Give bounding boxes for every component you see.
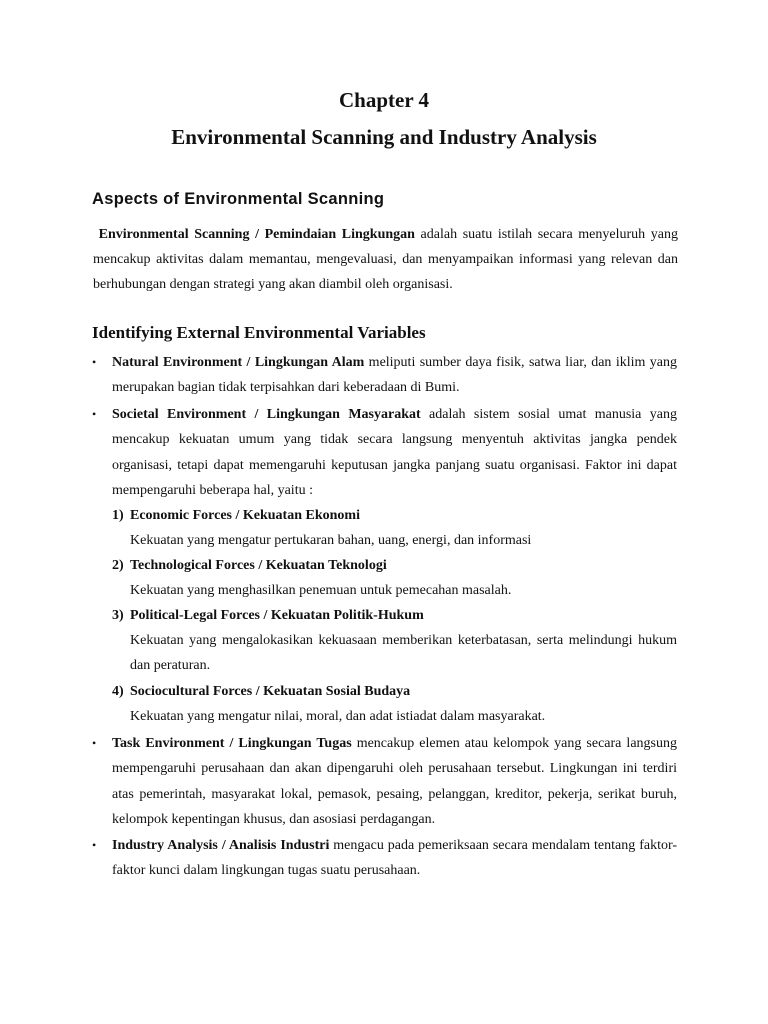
bullet-industry-analysis <box>112 833 677 884</box>
force-desc-technological: Kekuatan yang menghasilkan penemuan untuk pemecahan masalah. <box>130 583 512 598</box>
intro-paragraph <box>93 222 678 297</box>
intro-text: adalah suatu istilah secara menyeluruh yang mencakup aktivitas dalam memantau, mengevaluasi, dan menyampaikan informasi yang relevan dan berhubungan dengan strategi yang akan diambil oleh organisasi. <box>93 227 678 292</box>
bullet-term: Task Environment / Lingkungan Tugas <box>112 736 352 751</box>
force-number: 4) <box>112 684 124 699</box>
force-title-technological: Technological Forces / Kekuatan Teknologi <box>130 558 387 573</box>
bullet-marker: • <box>92 355 97 369</box>
bullet-term: Societal Environment / Lingkungan Masyarakat <box>112 407 421 422</box>
bullet-term: Industry Analysis / Analisis Industri <box>112 838 330 853</box>
subsection-heading: Identifying External Environmental Variables <box>92 323 426 342</box>
section-heading: Aspects of Environmental Scanning <box>92 190 385 208</box>
bullet-task-environment <box>112 731 677 832</box>
chapter-number: Chapter 4 <box>338 88 430 112</box>
force-title-sociocultural: Sociocultural Forces / Kekuatan Sosial Budaya <box>130 684 411 699</box>
force-number: 3) <box>112 608 124 623</box>
bullet-societal-environment <box>112 402 677 503</box>
bullet-text: mencakup elemen atau kelompok yang secara langsung mempengaruhi perusahaan dan akan dipengaruhi oleh perusahaan tersebut. Lingkungan ini terdiri atas pemerintah, masyarakat lokal, pemasok, pesaing, pelanggan, kreditor, pekerja, serikat buruh, kelompok kepentingan khusus, dan asosiasi perdagangan. <box>112 736 677 827</box>
bullet-marker: • <box>92 838 97 852</box>
force-desc-political-legal: Kekuatan yang mengalokasikan kekuasaan memberikan keterbatasan, serta melindungi hukum dan peraturan. <box>130 633 677 673</box>
bullet-marker: • <box>92 736 97 750</box>
force-number: 2) <box>112 558 124 573</box>
bullet-text: mengacu pada pemeriksaan secara mendalam tentang faktor-faktor kunci dalam lingkungan tugas suatu perusahaan. <box>112 838 678 879</box>
force-number: 1) <box>112 508 124 523</box>
bullet-marker: • <box>92 407 97 421</box>
bullet-text: meliputi sumber daya fisik, satwa liar, dan iklim yang merupakan bagian tidak terpisahkan dari keberadaan di Bumi. <box>112 355 678 396</box>
bullet-natural-environment <box>112 350 677 401</box>
bullet-term: Natural Environment / Lingkungan Alam <box>112 355 365 370</box>
intro-term: Environmental Scanning / Pemindaian Lingkungan <box>98 227 415 242</box>
force-desc-economic: Kekuatan yang mengatur pertukaran bahan, uang, energi, dan informasi <box>130 533 532 548</box>
bullet-text: adalah sistem sosial umat manusia yang mencakup kekuatan umum yang tidak secara langsung menyentuh aktivitas jangka pendek organisasi, tetapi dapat memengaruhi keputusan jangka panjang suatu organisasi. Faktor ini dapat mempengaruhi beberapa hal, yaitu : <box>112 407 677 498</box>
force-title-economic: Economic Forces / Kekuatan Ekonomi <box>130 508 360 523</box>
chapter-title: Environmental Scanning and Industry Analysis <box>171 125 597 149</box>
force-desc-sociocultural: Kekuatan yang mengatur nilai, moral, dan adat istiadat dalam masyarakat. <box>130 709 546 724</box>
force-title-political-legal: Political-Legal Forces / Kekuatan Politik-Hukum <box>130 608 424 623</box>
